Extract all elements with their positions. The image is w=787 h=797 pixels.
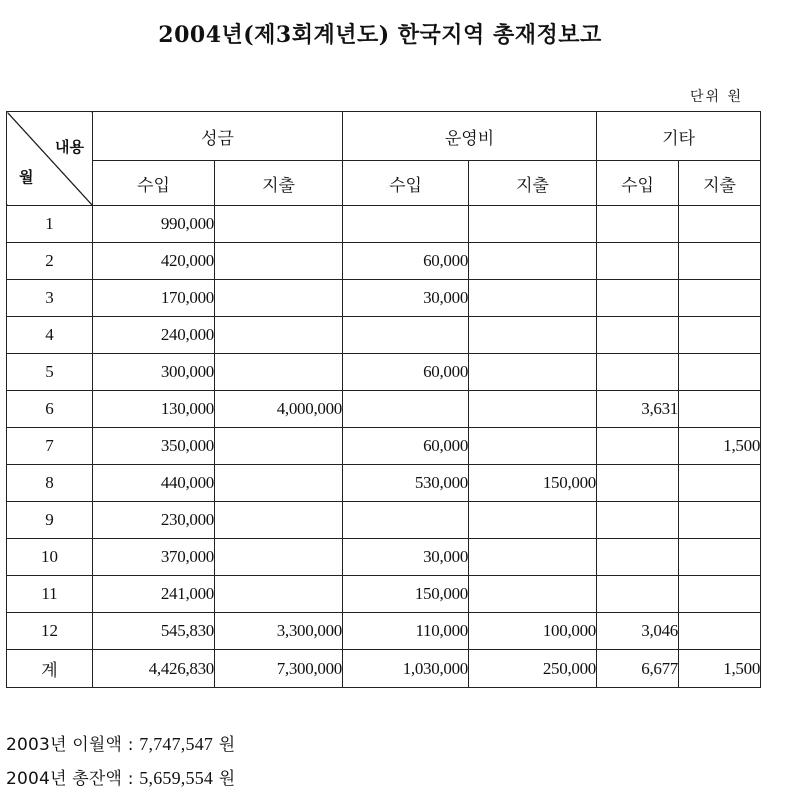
value-cell bbox=[679, 243, 761, 280]
finance-table bbox=[6, 111, 761, 688]
value-cell: 300,000 bbox=[93, 354, 215, 391]
value-cell: 30,000 bbox=[343, 539, 469, 576]
corner-label-content: 내용 bbox=[55, 138, 84, 156]
footer-carryover bbox=[6, 730, 235, 755]
value-cell bbox=[469, 576, 597, 613]
sub-header-other-expense: 지출 bbox=[679, 161, 761, 206]
value-cell bbox=[597, 206, 679, 243]
value-cell bbox=[215, 354, 343, 391]
value-cell: 350,000 bbox=[93, 428, 215, 465]
unit-label: 단위 원 bbox=[689, 89, 743, 105]
total-value-cell: 4,426,830 bbox=[93, 650, 215, 688]
month-cell: 11 bbox=[7, 576, 93, 613]
value-cell: 100,000 bbox=[469, 613, 597, 650]
table-row bbox=[7, 243, 761, 280]
value-cell bbox=[215, 243, 343, 280]
table-row bbox=[7, 539, 761, 576]
month-cell: 10 bbox=[7, 539, 93, 576]
footer-carryover-value: 7,747,547 bbox=[139, 734, 214, 754]
table-row bbox=[7, 576, 761, 613]
month-cell: 6 bbox=[7, 391, 93, 428]
value-cell: 530,000 bbox=[343, 465, 469, 502]
footer-balance-label: 2004년 총잔액 : bbox=[6, 769, 140, 789]
value-cell bbox=[215, 502, 343, 539]
sub-header-other-income: 수입 bbox=[597, 161, 679, 206]
value-cell bbox=[679, 391, 761, 428]
value-cell bbox=[597, 243, 679, 280]
value-cell bbox=[597, 576, 679, 613]
table-row bbox=[7, 428, 761, 465]
month-cell: 8 bbox=[7, 465, 93, 502]
month-cell: 3 bbox=[7, 280, 93, 317]
total-value-cell: 1,030,000 bbox=[343, 650, 469, 688]
value-cell bbox=[469, 354, 597, 391]
value-cell: 545,830 bbox=[93, 613, 215, 650]
value-cell: 370,000 bbox=[93, 539, 215, 576]
value-cell bbox=[469, 428, 597, 465]
header-row-groups bbox=[7, 112, 761, 161]
footer-balance-suffix: 원 bbox=[213, 769, 236, 789]
footer-carryover-label: 2003년 이월액 : bbox=[6, 735, 140, 755]
value-cell: 60,000 bbox=[343, 428, 469, 465]
corner-label-month: 월 bbox=[19, 168, 34, 186]
value-cell: 3,300,000 bbox=[215, 613, 343, 650]
header-row-sub bbox=[7, 161, 761, 206]
value-cell: 230,000 bbox=[93, 502, 215, 539]
sub-header-donation-income: 수입 bbox=[93, 161, 215, 206]
table-row bbox=[7, 206, 761, 243]
value-cell bbox=[597, 280, 679, 317]
value-cell: 110,000 bbox=[343, 613, 469, 650]
value-cell bbox=[469, 391, 597, 428]
value-cell: 241,000 bbox=[93, 576, 215, 613]
value-cell bbox=[597, 465, 679, 502]
value-cell bbox=[679, 280, 761, 317]
table-row bbox=[7, 465, 761, 502]
value-cell bbox=[597, 317, 679, 354]
table-row bbox=[7, 391, 761, 428]
value-cell: 440,000 bbox=[93, 465, 215, 502]
total-value-cell: 250,000 bbox=[469, 650, 597, 688]
value-cell bbox=[469, 280, 597, 317]
footer-balance bbox=[6, 764, 235, 789]
value-cell bbox=[679, 465, 761, 502]
value-cell bbox=[215, 317, 343, 354]
month-cell: 7 bbox=[7, 428, 93, 465]
value-cell: 240,000 bbox=[93, 317, 215, 354]
sub-header-operating-income: 수입 bbox=[343, 161, 469, 206]
value-cell: 150,000 bbox=[469, 465, 597, 502]
sub-header-operating-expense: 지출 bbox=[469, 161, 597, 206]
month-cell: 9 bbox=[7, 502, 93, 539]
value-cell bbox=[679, 317, 761, 354]
value-cell bbox=[215, 539, 343, 576]
value-cell: 60,000 bbox=[343, 243, 469, 280]
value-cell: 420,000 bbox=[93, 243, 215, 280]
month-cell: 12 bbox=[7, 613, 93, 650]
value-cell bbox=[215, 280, 343, 317]
total-value-cell: 6,677 bbox=[597, 650, 679, 688]
total-row bbox=[7, 650, 761, 688]
footer-balance-value: 5,659,554 bbox=[139, 768, 214, 788]
table-row bbox=[7, 502, 761, 539]
value-cell bbox=[215, 428, 343, 465]
group-header-operating: 운영비 bbox=[343, 112, 597, 161]
value-cell bbox=[343, 317, 469, 354]
value-cell bbox=[679, 206, 761, 243]
month-cell: 1 bbox=[7, 206, 93, 243]
table-row bbox=[7, 280, 761, 317]
month-cell: 4 bbox=[7, 317, 93, 354]
value-cell bbox=[469, 317, 597, 354]
total-label-cell: 계 bbox=[7, 650, 93, 688]
value-cell bbox=[343, 391, 469, 428]
value-cell bbox=[469, 502, 597, 539]
value-cell bbox=[597, 428, 679, 465]
group-header-donation: 성금 bbox=[93, 112, 343, 161]
value-cell: 3,046 bbox=[597, 613, 679, 650]
value-cell bbox=[679, 576, 761, 613]
value-cell bbox=[215, 465, 343, 502]
value-cell: 4,000,000 bbox=[215, 391, 343, 428]
total-value-cell: 1,500 bbox=[679, 650, 761, 688]
value-cell: 990,000 bbox=[93, 206, 215, 243]
footer-carryover-suffix: 원 bbox=[213, 735, 236, 755]
corner-header-cell bbox=[7, 112, 93, 206]
value-cell: 30,000 bbox=[343, 280, 469, 317]
value-cell bbox=[679, 502, 761, 539]
value-cell bbox=[469, 206, 597, 243]
value-cell bbox=[469, 539, 597, 576]
value-cell bbox=[679, 613, 761, 650]
table-row bbox=[7, 317, 761, 354]
table-row bbox=[7, 354, 761, 391]
value-cell: 130,000 bbox=[93, 391, 215, 428]
value-cell bbox=[215, 576, 343, 613]
value-cell bbox=[679, 354, 761, 391]
table-body bbox=[7, 206, 761, 688]
value-cell bbox=[343, 206, 469, 243]
sub-header-donation-expense: 지출 bbox=[215, 161, 343, 206]
value-cell: 60,000 bbox=[343, 354, 469, 391]
value-cell bbox=[597, 539, 679, 576]
value-cell: 150,000 bbox=[343, 576, 469, 613]
month-cell: 2 bbox=[7, 243, 93, 280]
value-cell bbox=[469, 243, 597, 280]
total-value-cell: 7,300,000 bbox=[215, 650, 343, 688]
value-cell: 3,631 bbox=[597, 391, 679, 428]
table-row bbox=[7, 613, 761, 650]
value-cell bbox=[679, 539, 761, 576]
group-header-other: 기타 bbox=[597, 112, 761, 161]
value-cell: 1,500 bbox=[679, 428, 761, 465]
value-cell: 170,000 bbox=[93, 280, 215, 317]
page-title: 2004년(제3회계년도) 한국지역 총재정보고 bbox=[158, 22, 602, 48]
value-cell bbox=[597, 502, 679, 539]
value-cell bbox=[215, 206, 343, 243]
value-cell bbox=[343, 502, 469, 539]
month-cell: 5 bbox=[7, 354, 93, 391]
value-cell bbox=[597, 354, 679, 391]
